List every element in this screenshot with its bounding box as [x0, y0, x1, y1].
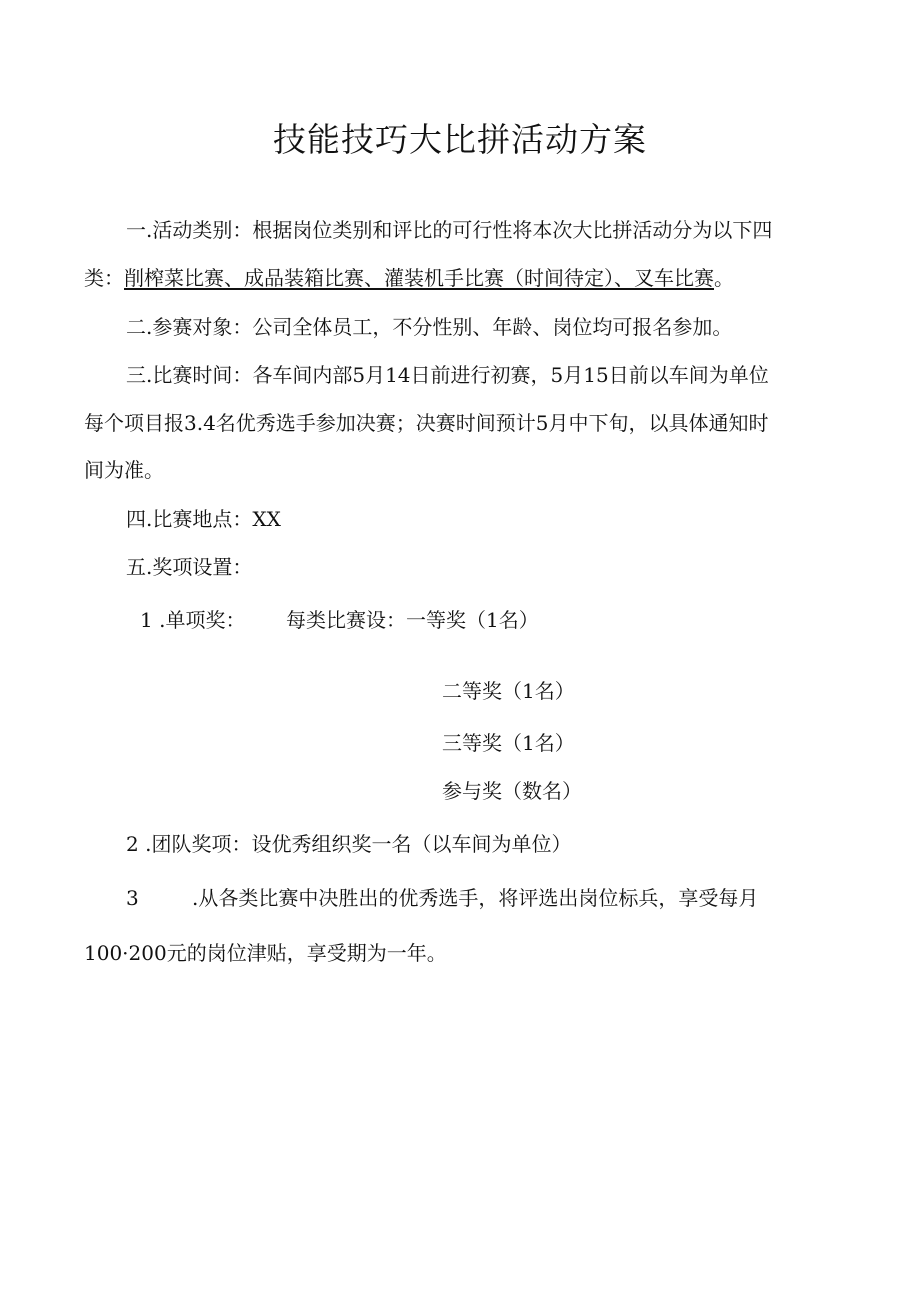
section-1-line-1: 一.活动类别：根据岗位类别和评比的可行性将本次大比拼活动分为以下四 — [126, 218, 773, 242]
award-1-second-prize: 二等奖（1名） — [442, 679, 575, 703]
award-2-team: 2 .团队奖项：设优秀组织奖一名（以车间为单位） — [126, 832, 572, 856]
section-1-prefix: 类： — [84, 266, 124, 290]
competition-list: 削榨菜比赛、成品装箱比赛、灌装机手比赛（时间待定）、叉车比赛 — [124, 266, 714, 290]
section-5-awards-heading: 五.奖项设置： — [126, 555, 253, 579]
award-1-third-prize: 三等奖（1名） — [442, 731, 575, 755]
award-3-line-2: 100·200元的岗位津贴，享受期为一年。 — [84, 941, 447, 965]
section-2-participants: 二.参赛对象：公司全体员工，不分性别、年龄、岗位均可报名参加。 — [126, 315, 733, 339]
section-1-line-2 — [84, 264, 734, 292]
section-3-line-2: 每个项目报3.4名优秀选手参加决赛；决赛时间预计5月中下旬，以具体通知时 — [84, 411, 769, 435]
award-3-number: 3 — [126, 886, 139, 910]
section-3-line-3: 间为准。 — [84, 458, 164, 482]
award-1-participation-prize: 参与奖（数名） — [442, 779, 582, 803]
document-title: 技能技巧大比拼活动方案 — [273, 120, 647, 159]
section-1-suffix: 。 — [714, 266, 734, 290]
award-3-line-1: .从各类比赛中决胜出的优秀选手，将评选出岗位标兵，享受每月 — [192, 886, 759, 910]
award-1-first-prize: 每类比赛设：一等奖（1名） — [286, 608, 539, 632]
section-4-location: 四.比赛地点：XX — [126, 507, 281, 531]
award-1-label: 1 .单项奖： — [140, 608, 246, 632]
section-3-line-1: 三.比赛时间：各车间内部5月14日前进行初赛，5月15日前以车间为单位 — [126, 363, 769, 387]
